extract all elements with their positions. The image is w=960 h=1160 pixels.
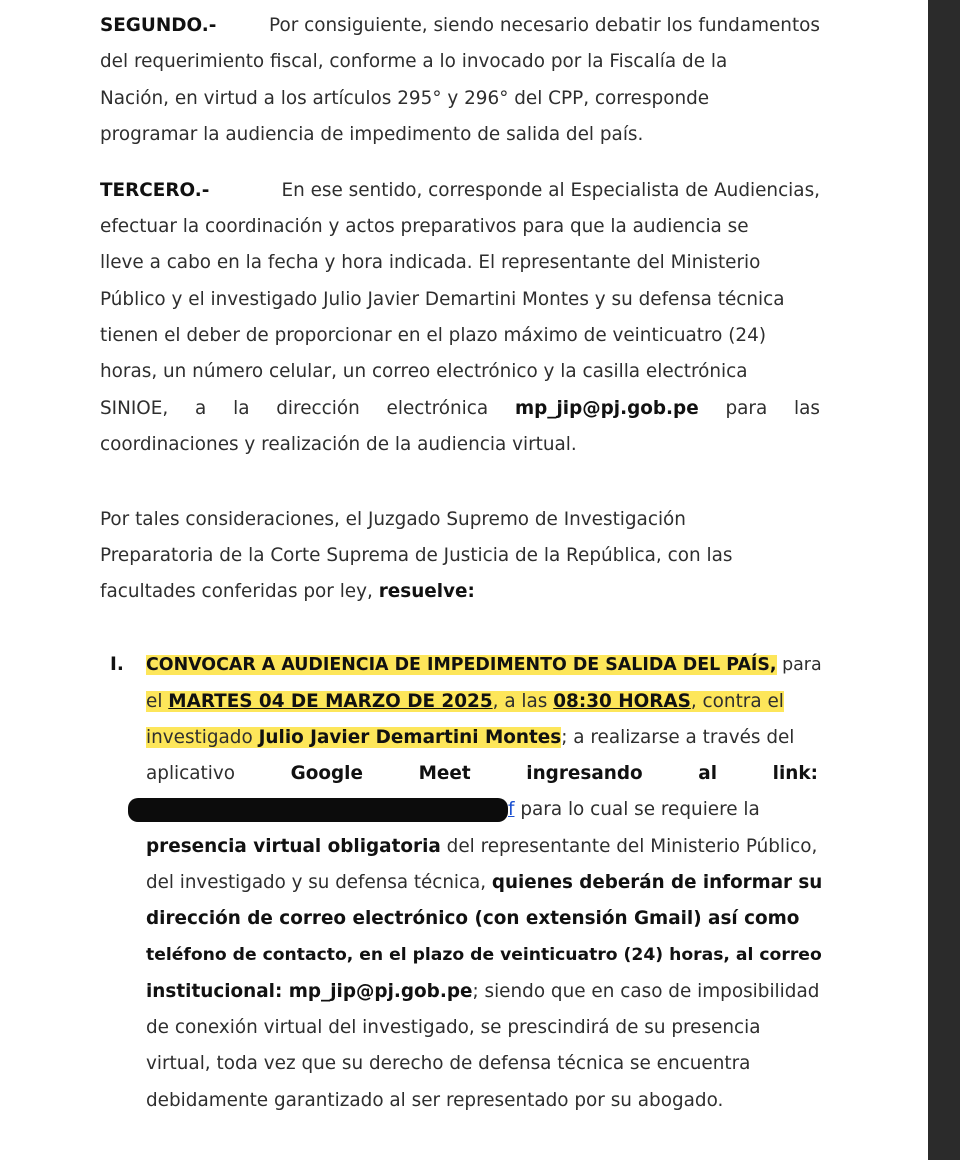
item1-line-3: investigado Julio Javier Demartini Montes; a realizarse a través del <box>146 727 795 748</box>
segundo-line-1: SEGUNDO.- Por consiguiente, siendo necesario debatir los fundamentos <box>100 13 820 39</box>
convocatoria-title: CONVOCAR A AUDIENCIA DE IMPEDIMENTO DE SALIDA DEL PAÍS, <box>146 655 777 675</box>
resolution-line-2: Preparatoria de la Corte Suprema de Justicia de la República, con las <box>100 545 733 566</box>
segundo-line-4: programar la audiencia de impedimento de salida del país. <box>100 124 644 145</box>
hearing-date: MARTES 04 DE MARZO DE 2025 <box>168 691 493 712</box>
item1-line-9: teléfono de contacto, en el plazo de veinticuatro (24) horas, al correo <box>146 945 822 965</box>
tercero-line-4: Público y el investigado Julio Javier Demartini Montes y su defensa técnica <box>100 289 785 310</box>
item1-line-13: debidamente garantizado al ser representado por su abogado. <box>146 1090 724 1111</box>
tercero-line-6: horas, un número celular, un correo electrónico y la casilla electrónica <box>100 361 748 382</box>
segundo-heading: SEGUNDO.- <box>100 15 217 36</box>
meet-link-tail[interactable]: f <box>508 799 515 820</box>
redacted-meet-link[interactable] <box>128 798 508 822</box>
tercero-line-7: SINIOE, a la dirección electrónica mp_jip@pj.gob.pe para las <box>100 396 820 422</box>
resuelve-label: resuelve: <box>378 581 475 602</box>
item1-line-6: presencia virtual obligatoria del representante del Ministerio Público, <box>146 836 818 857</box>
tercero-line-2: efectuar la coordinación y actos preparativos para que la audiencia se <box>100 216 749 237</box>
investigated-name: Julio Javier Demartini Montes <box>258 727 562 748</box>
resolution-line-1: Por tales consideraciones, el Juzgado Supremo de Investigación <box>100 509 686 530</box>
tercero-line-5: tienen el deber de proporcionar en el plazo máximo de veinticuatro (24) <box>100 325 767 346</box>
resolution-line-3: facultades conferidas por ley, resuelve: <box>100 581 475 602</box>
page-edge-shadow <box>928 0 960 1160</box>
segundo-line-3: Nación, en virtud a los artículos 295° y 296° del CPP, corresponde <box>100 88 710 109</box>
item1-line-10: institucional: mp_jip@pj.gob.pe; siendo que en caso de imposibilidad <box>146 981 820 1002</box>
item1-line-8: dirección de correo electrónico (con extensión Gmail) así como <box>146 908 800 929</box>
tercero-heading: TERCERO.- <box>100 180 210 201</box>
tercero-line-8: coordinaciones y realización de la audiencia virtual. <box>100 434 577 455</box>
item1-line-12: virtual, toda vez que su derecho de defensa técnica se encuentra <box>146 1053 751 1074</box>
tercero-line-1: TERCERO.- En ese sentido, corresponde al Especialista de Audiencias, <box>100 178 820 204</box>
item1-line-1: CONVOCAR A AUDIENCIA DE IMPEDIMENTO DE SALIDA DEL PAÍS, para <box>146 655 822 675</box>
item-number: I. <box>110 654 124 675</box>
hearing-time: 08:30 HORAS <box>553 691 691 712</box>
item1-line-11: de conexión virtual del investigado, se prescindirá de su presencia <box>146 1017 761 1038</box>
item1-line-7: del investigado y su defensa técnica, quienes deberán de informar su <box>146 872 823 893</box>
email-address: mp_jip@pj.gob.pe <box>514 398 699 419</box>
item1-line-5: f para lo cual se requiere la <box>128 797 760 823</box>
item1-line-2: el MARTES 04 DE MARZO DE 2025, a las 08:30 HORAS, contra el <box>146 691 784 712</box>
item1-line-4: aplicativo Google Meet ingresando al link: <box>146 763 818 784</box>
tercero-line-3: lleve a cabo en la fecha y hora indicada. El representante del Ministerio <box>100 252 761 273</box>
segundo-line-2: del requerimiento fiscal, conforme a lo invocado por la Fiscalía de la <box>100 51 728 72</box>
